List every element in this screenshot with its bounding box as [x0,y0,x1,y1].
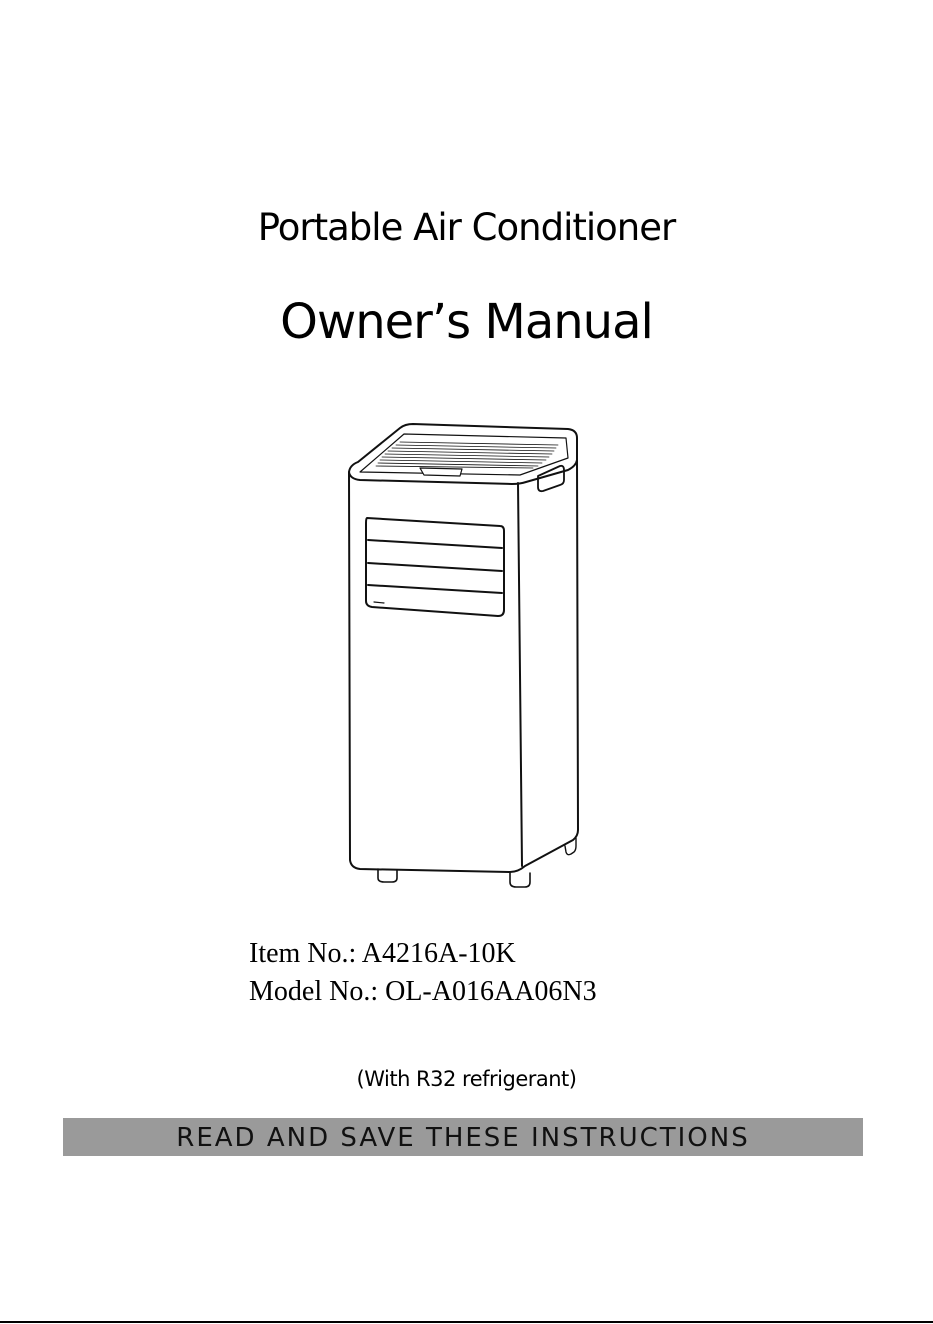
product-line-heading: Portable Air Conditioner [257,206,676,249]
instruction-banner: READ AND SAVE THESE INSTRUCTIONS [63,1118,863,1156]
model-number: Model No.: OL-A016AA06N3 [249,976,597,1007]
item-number: Item No.: A4216A-10K [249,938,516,969]
document-title: Owner’s Manual [280,294,653,350]
bottom-divider [0,1321,933,1323]
refrigerant-note: (With R32 refrigerant) [356,1067,577,1091]
product-identification [249,935,597,1011]
portable-air-conditioner-icon [340,420,590,890]
